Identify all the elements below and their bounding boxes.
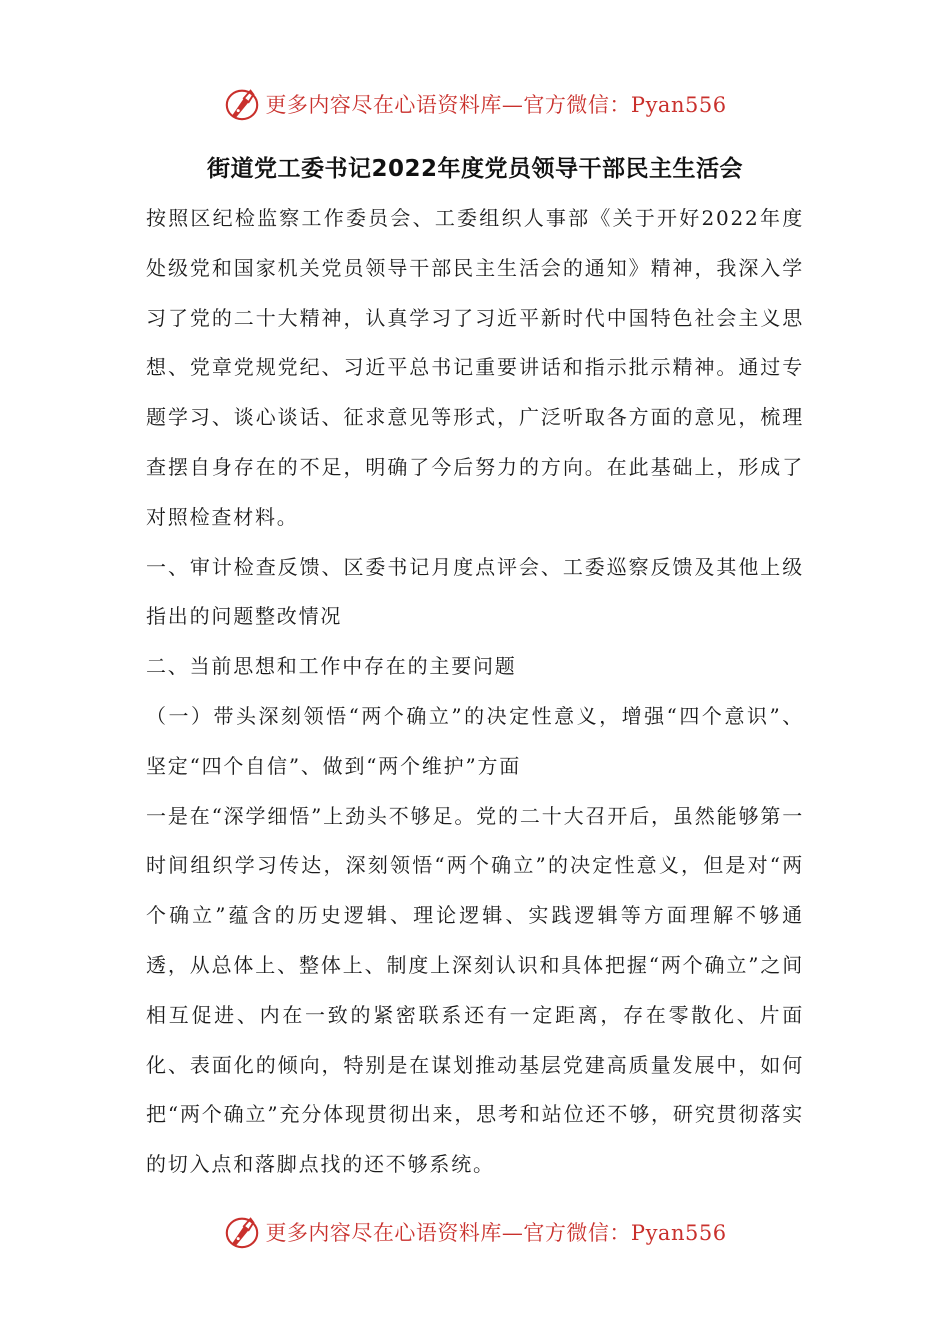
- pen-nib-logo-icon: [223, 1213, 261, 1251]
- body-paragraph: 一是在“深学细悟”上劲头不够足。党的二十大召开后，虽然能够第一时间组织学习传达，深刻领悟“两个确立”的决定性意义，但是对“两个确立”蕴含的历史逻辑、理论逻辑、实践逻辑等方面理解不够通透，从总体上、整体上、制度上深刻认识和具体把握“两个确立”之间相互促进、内在一致的紧密联系还有一定距离，存在零散化、片面化、表面化的倾向，特别是在谋划推动基层党建高质量发展中，如何把“两个确立”充分体现贯彻出来，思考和站位还不够，研究贯彻落实的切入点和落脚点找的还不够系统。: [146, 803, 804, 1177]
- watermark-footer: [0, 1212, 950, 1252]
- section-heading-2: 二、当前思想和工作中存在的主要问题: [146, 654, 517, 679]
- document-body: [146, 194, 804, 1190]
- pen-nib-logo-icon: [223, 85, 261, 123]
- intro-paragraph: 按照区纪检监察工作委员会、工委组织人事部《关于开好2022年度处级党和国家机关党员领导干部民主生活会的通知》精神，我深入学习了党的二十大精神，认真学习了习近平新时代中国特色社会主义思想、党章党规党纪、习近平总书记重要讲话和指示批示精神。通过专题学习、谈心谈话、征求意见等形式，广泛听取各方面的意见，梳理查摆自身存在的不足，明确了今后努力的方向。在此基础上，形成了对照检查材料。: [146, 206, 804, 529]
- watermark-text: 更多内容尽在心语资料库—官方微信：Pyan556: [265, 93, 727, 117]
- document-title: 街道党工委书记2022年度党员领导干部民主生活会: [206, 156, 743, 182]
- watermark-text: 更多内容尽在心语资料库—官方微信：Pyan556: [265, 1221, 727, 1245]
- section-heading-1: 一、审计检查反馈、区委书记月度点评会、工委巡察反馈及其他上级指出的问题整改情况: [146, 554, 804, 629]
- watermark-header: [0, 84, 950, 124]
- subsection-heading-1: （一）带头深刻领悟“两个确立”的决定性意义，增强“四个意识”、坚定“四个自信”、做到“两个维护”方面: [146, 703, 804, 778]
